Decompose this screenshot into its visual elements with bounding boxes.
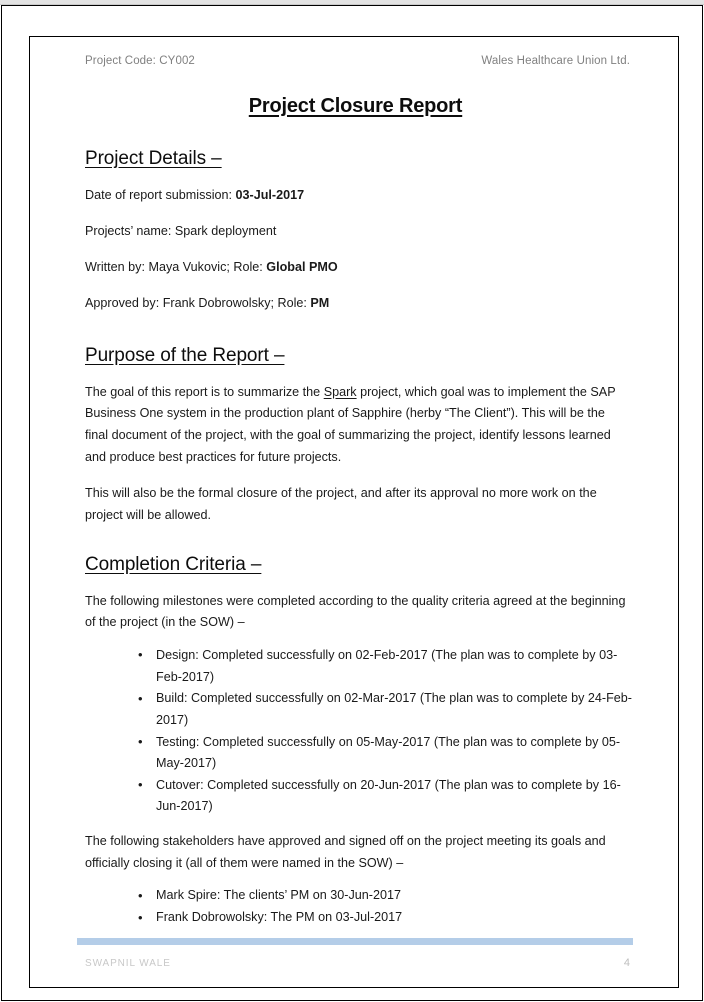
list-item: • Mark Spire: The clients’ PM on 30-Jun-2017 [85,885,637,907]
footer-author: SWAPNIL WALE [85,958,171,969]
running-footer [85,957,630,969]
section-heading-project-details [85,148,656,170]
purpose-paragraph-1 [85,382,630,469]
footer-page-number: 4 [623,957,630,969]
list-item: • Design: Completed successfully on 02-Feb-2017 (The plan was to complete by 03-Feb-2017) [85,645,637,688]
section-heading-completion-criteria [85,554,656,576]
detail-value-approved-by-role: PM [310,295,330,310]
list-item: • Cutover: Completed successfully on 20-Jun-2017 (The plan was to complete by 16-Jun-2017) [85,775,637,818]
milestones-list [85,645,637,818]
section-heading-completion-criteria-text: Completion Criteria – [85,553,262,575]
page-title [85,95,656,118]
section-heading-project-details-text: Project Details – [85,148,222,169]
detail-value-written-by-role: Global PMO [266,259,338,274]
section-heading-purpose [85,345,656,367]
page-title-text: Project Closure Report [248,95,463,117]
section-heading-purpose-text: Purpose of the Report – [85,344,285,366]
footer-rule [77,938,633,945]
detail-line-date [85,185,630,207]
list-item: • Frank Dobrowolsky: The PM on 03-Jul-2017 [85,907,637,929]
purpose-paragraph-2: This will also be the formal closure of the project, and after its approval no more work on the project will be allowed. [85,486,597,522]
detail-line-written-by [85,257,630,279]
running-header [85,55,656,67]
detail-label-project-name: Projects’ name: [85,223,175,238]
page-content [30,37,678,987]
detail-label-approved-by: Approved by: Frank Dobrowolsky; Role: [85,295,311,310]
completion-intro-paragraph: The following milestones were completed according to the quality criteria agreed at the beginning of the project (in the SOW) – [85,593,626,630]
detail-value-project-name: Spark deployment [174,223,277,238]
purpose-para-1-part-a: The goal of this report is to summarize the [85,384,324,399]
purpose-para-1-underlined-term: Spark [323,384,357,399]
header-company-name: Wales Healthcare Union Ltd. [481,55,630,67]
detail-label-written-by: Written by: Maya Vukovic; Role: [85,259,267,274]
list-item: • Build: Completed successfully on 02-Mar-2017 (The plan was to complete by 24-Feb-2017) [85,688,637,731]
list-item: • Testing: Completed successfully on 05-May-2017 (The plan was to complete by 05-May-2017) [85,732,637,775]
purpose-para-1-part-b: project, which goal was to implement the SAP Business One system in the production plant of Sapphire (herby “The Client”). This will be the final document of the project, with the goal of summarizing the project, identify lessons learned and produce best practices for future projects. [85,384,616,464]
detail-label-date: Date of report submission: [85,187,236,202]
document-page [29,36,679,988]
stakeholders-intro-paragraph: The following stakeholders have approved and signed off on the project meeting its goals and officially closing it (all of them were named in the SOW) – [85,834,606,870]
detail-line-project-name [85,221,630,243]
header-project-code: Project Code: CY002 [85,55,195,67]
document-viewer-frame [1,5,703,1001]
stakeholders-list [85,885,637,928]
detail-line-approved-by [85,293,630,315]
detail-value-date: 03-Jul-2017 [235,187,305,202]
